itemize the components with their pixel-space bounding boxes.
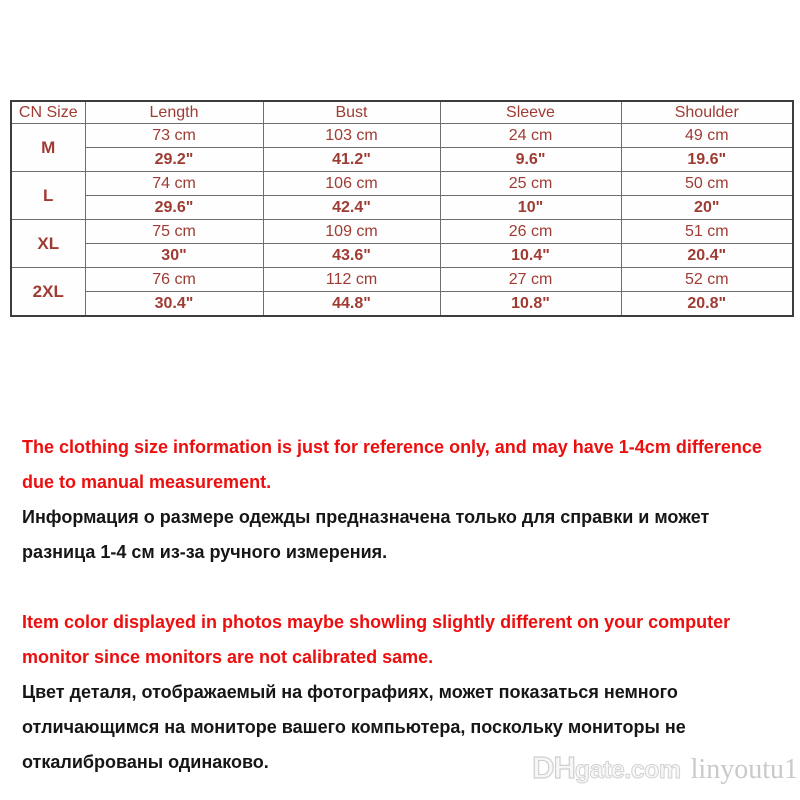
cm-value-cell: 106 cm (263, 172, 440, 196)
header-bust: Bust (263, 101, 440, 124)
header-length: Length (85, 101, 263, 124)
inch-value-cell: 10.4" (440, 244, 621, 268)
table-row (11, 196, 793, 220)
header-sleeve: Sleeve (440, 101, 621, 124)
size-cell: 2XL (11, 268, 85, 317)
cm-value-cell: 27 cm (440, 268, 621, 292)
disclaimer-line-size-ru: разница 1-4 см из-за ручного измерения. (22, 542, 388, 562)
inch-value-cell: 44.8" (263, 292, 440, 317)
cm-value-cell: 52 cm (621, 268, 793, 292)
inch-value-cell: 20.8" (621, 292, 793, 317)
table-header-row (11, 101, 793, 124)
cm-value-cell: 25 cm (440, 172, 621, 196)
table-row (11, 148, 793, 172)
table-row (11, 268, 793, 292)
inch-value-cell: 42.4" (263, 196, 440, 220)
table-row (11, 220, 793, 244)
inch-value-cell: 30.4" (85, 292, 263, 317)
table-row (11, 172, 793, 196)
cm-value-cell: 76 cm (85, 268, 263, 292)
cm-value-cell: 24 cm (440, 124, 621, 148)
dhgate-logo-dh: DH (532, 750, 575, 785)
disclaimer-line-color-ru: откалиброваны одинаково. (22, 752, 269, 772)
disclaimer-line-color-en: monitor since monitors are not calibrated same. (22, 647, 434, 667)
watermark (532, 750, 798, 786)
disclaimer-line-size-en: due to manual measurement. (22, 472, 272, 492)
size-cell: XL (11, 220, 85, 268)
cm-value-cell: 109 cm (263, 220, 440, 244)
inch-value-cell: 10" (440, 196, 621, 220)
cm-value-cell: 73 cm (85, 124, 263, 148)
disclaimer-line-size-ru: Информация о размере одежды предназначена только для справки и может (22, 507, 710, 527)
header-cn-size: CN Size (11, 101, 85, 124)
inch-value-cell: 20.4" (621, 244, 793, 268)
cm-value-cell: 49 cm (621, 124, 793, 148)
cm-value-cell: 103 cm (263, 124, 440, 148)
cm-value-cell: 26 cm (440, 220, 621, 244)
cm-value-cell: 75 cm (85, 220, 263, 244)
inch-value-cell: 43.6" (263, 244, 440, 268)
disclaimer-text-block (22, 430, 788, 780)
inch-value-cell: 30" (85, 244, 263, 268)
inch-value-cell: 20" (621, 196, 793, 220)
inch-value-cell: 41.2" (263, 148, 440, 172)
cm-value-cell: 51 cm (621, 220, 793, 244)
disclaimer-line-size-en: The clothing size information is just for reference only, and may have 1-4cm difference (22, 437, 762, 457)
cm-value-cell: 112 cm (263, 268, 440, 292)
cm-value-cell: 50 cm (621, 172, 793, 196)
disclaimer-line-color-ru: Цвет деталя, отображаемый на фотографиях, может показаться немного (22, 682, 678, 702)
inch-value-cell: 10.8" (440, 292, 621, 317)
size-cell: L (11, 172, 85, 220)
size-chart-table (10, 100, 794, 317)
header-shoulder: Shoulder (621, 101, 793, 124)
size-cell: M (11, 124, 85, 172)
disclaimer-line-color-ru: отличающимся на мониторе вашего компьютера, поскольку мониторы не (22, 717, 686, 737)
seller-name: linyoutu1 (690, 754, 798, 785)
table-row (11, 244, 793, 268)
inch-value-cell: 9.6" (440, 148, 621, 172)
inch-value-cell: 29.2" (85, 148, 263, 172)
paragraph-spacer (22, 570, 788, 605)
table-row (11, 124, 793, 148)
cm-value-cell: 74 cm (85, 172, 263, 196)
dhgate-logo-gate: gate.com (574, 756, 681, 784)
inch-value-cell: 29.6" (85, 196, 263, 220)
inch-value-cell: 19.6" (621, 148, 793, 172)
disclaimer-line-color-en: Item color displayed in photos maybe showling slightly different on your computer (22, 612, 731, 632)
table-row (11, 292, 793, 317)
